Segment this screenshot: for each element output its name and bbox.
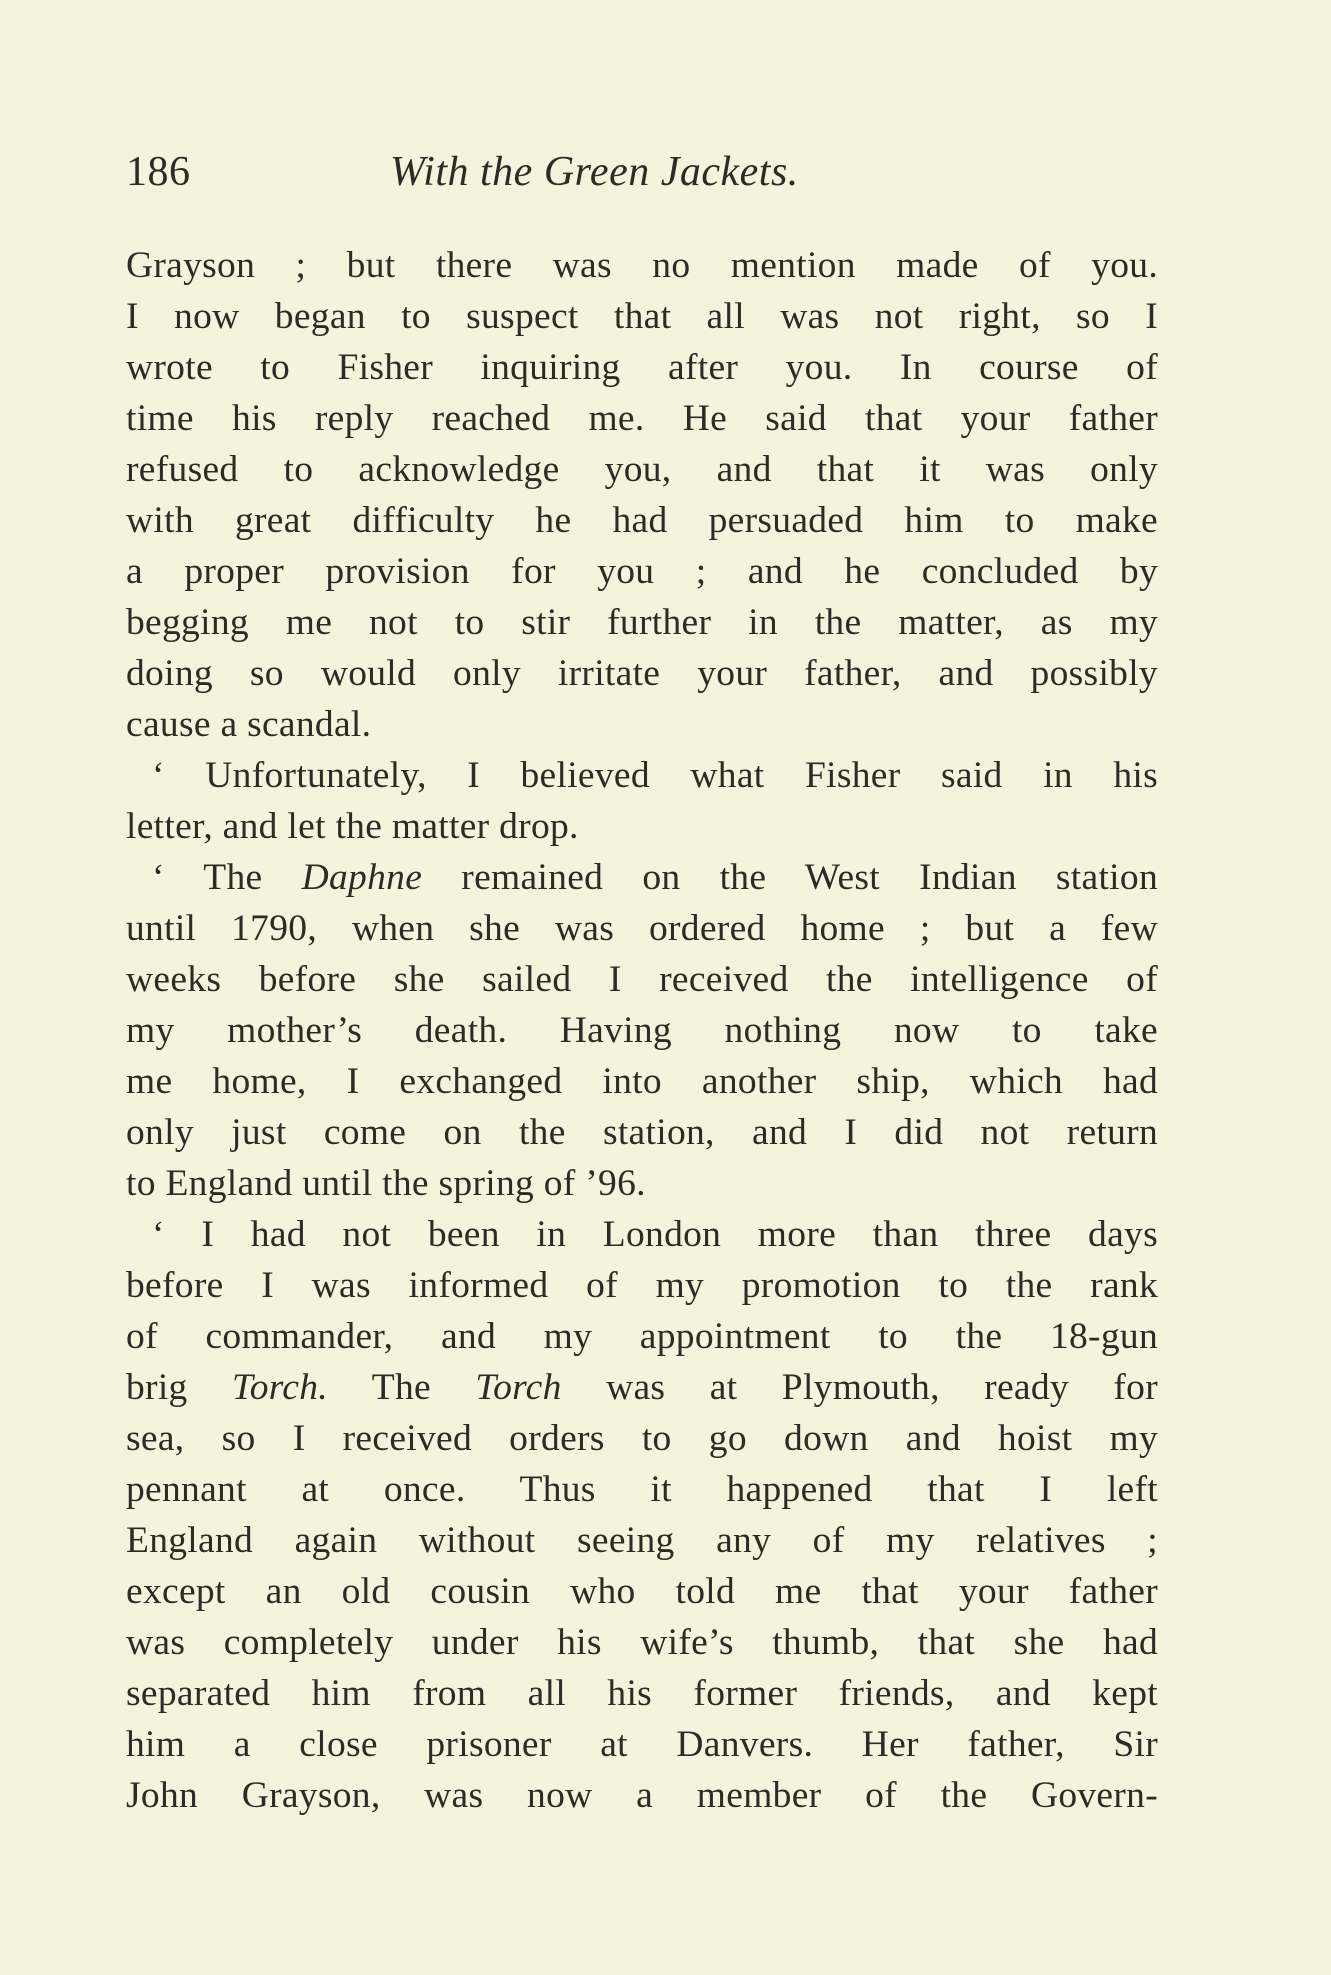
text-line: ‘ I had not been in London more than three days bbox=[152, 1214, 1158, 1255]
text-line: cause a scandal. bbox=[126, 704, 372, 745]
page-number: 186 bbox=[126, 149, 191, 195]
body-text bbox=[126, 240, 1158, 1821]
italic-ship-name: Torch bbox=[475, 1367, 562, 1408]
text-line: Grayson ; but there was no mention made of you. bbox=[126, 245, 1158, 286]
page-header bbox=[126, 142, 1158, 202]
running-title: With the Green Jackets. bbox=[390, 149, 799, 195]
text-line: me home, I exchanged into another ship, which had bbox=[126, 1061, 1158, 1102]
text-line: separated him from all his former friends, and kept bbox=[126, 1673, 1158, 1714]
text-line: ‘ Unfortunately, I believed what Fisher said in his bbox=[152, 755, 1158, 796]
text-line: a proper provision for you ; and he concluded by bbox=[126, 551, 1158, 592]
text-line: my mother’s death. Having nothing now to take bbox=[126, 1010, 1158, 1051]
text-segment: ‘ The bbox=[152, 857, 302, 898]
text-line: refused to acknowledge you, and that it was only bbox=[126, 449, 1158, 490]
text-segment: remained on the West Indian station bbox=[422, 857, 1158, 898]
text-line bbox=[126, 1362, 1158, 1413]
text-line: John Grayson, was now a member of the Govern- bbox=[126, 1775, 1158, 1816]
text-segment: brig bbox=[126, 1367, 233, 1408]
text-line: sea, so I received orders to go down and hoist my bbox=[126, 1418, 1158, 1459]
italic-ship-name: Daphne bbox=[301, 857, 423, 898]
italic-ship-name: Torch. bbox=[232, 1367, 328, 1408]
text-line: time his reply reached me. He said that your father bbox=[126, 398, 1158, 439]
text-line: before I was informed of my promotion to the rank bbox=[126, 1265, 1158, 1306]
text-line: letter, and let the matter drop. bbox=[126, 806, 579, 847]
text-line: weeks before she sailed I received the intelligence of bbox=[126, 959, 1158, 1000]
text-line bbox=[126, 852, 1158, 903]
text-line: was completely under his wife’s thumb, that she had bbox=[126, 1622, 1158, 1663]
text-line: except an old cousin who told me that your father bbox=[126, 1571, 1158, 1612]
text-line: of commander, and my appointment to the 18-gun bbox=[126, 1316, 1158, 1357]
text-line: with great difficulty he had persuaded him to make bbox=[126, 500, 1158, 541]
text-line: doing so would only irritate your father, and possibly bbox=[126, 653, 1158, 694]
text-line: pennant at once. Thus it happened that I left bbox=[126, 1469, 1158, 1510]
text-line: wrote to Fisher inquiring after you. In course of bbox=[126, 347, 1158, 388]
text-segment: was at Plymouth, ready for bbox=[561, 1367, 1158, 1408]
text-line: England again without seeing any of my relatives ; bbox=[126, 1520, 1158, 1561]
text-segment: The bbox=[327, 1367, 476, 1408]
text-line: begging me not to stir further in the matter, as my bbox=[126, 602, 1158, 643]
text-line: I now began to suspect that all was not right, so I bbox=[126, 296, 1158, 337]
text-line: to England until the spring of ’96. bbox=[126, 1163, 646, 1204]
text-line: him a close prisoner at Danvers. Her father, Sir bbox=[126, 1724, 1158, 1765]
text-line: only just come on the station, and I did not return bbox=[126, 1112, 1158, 1153]
text-line: until 1790, when she was ordered home ; but a few bbox=[126, 908, 1158, 949]
